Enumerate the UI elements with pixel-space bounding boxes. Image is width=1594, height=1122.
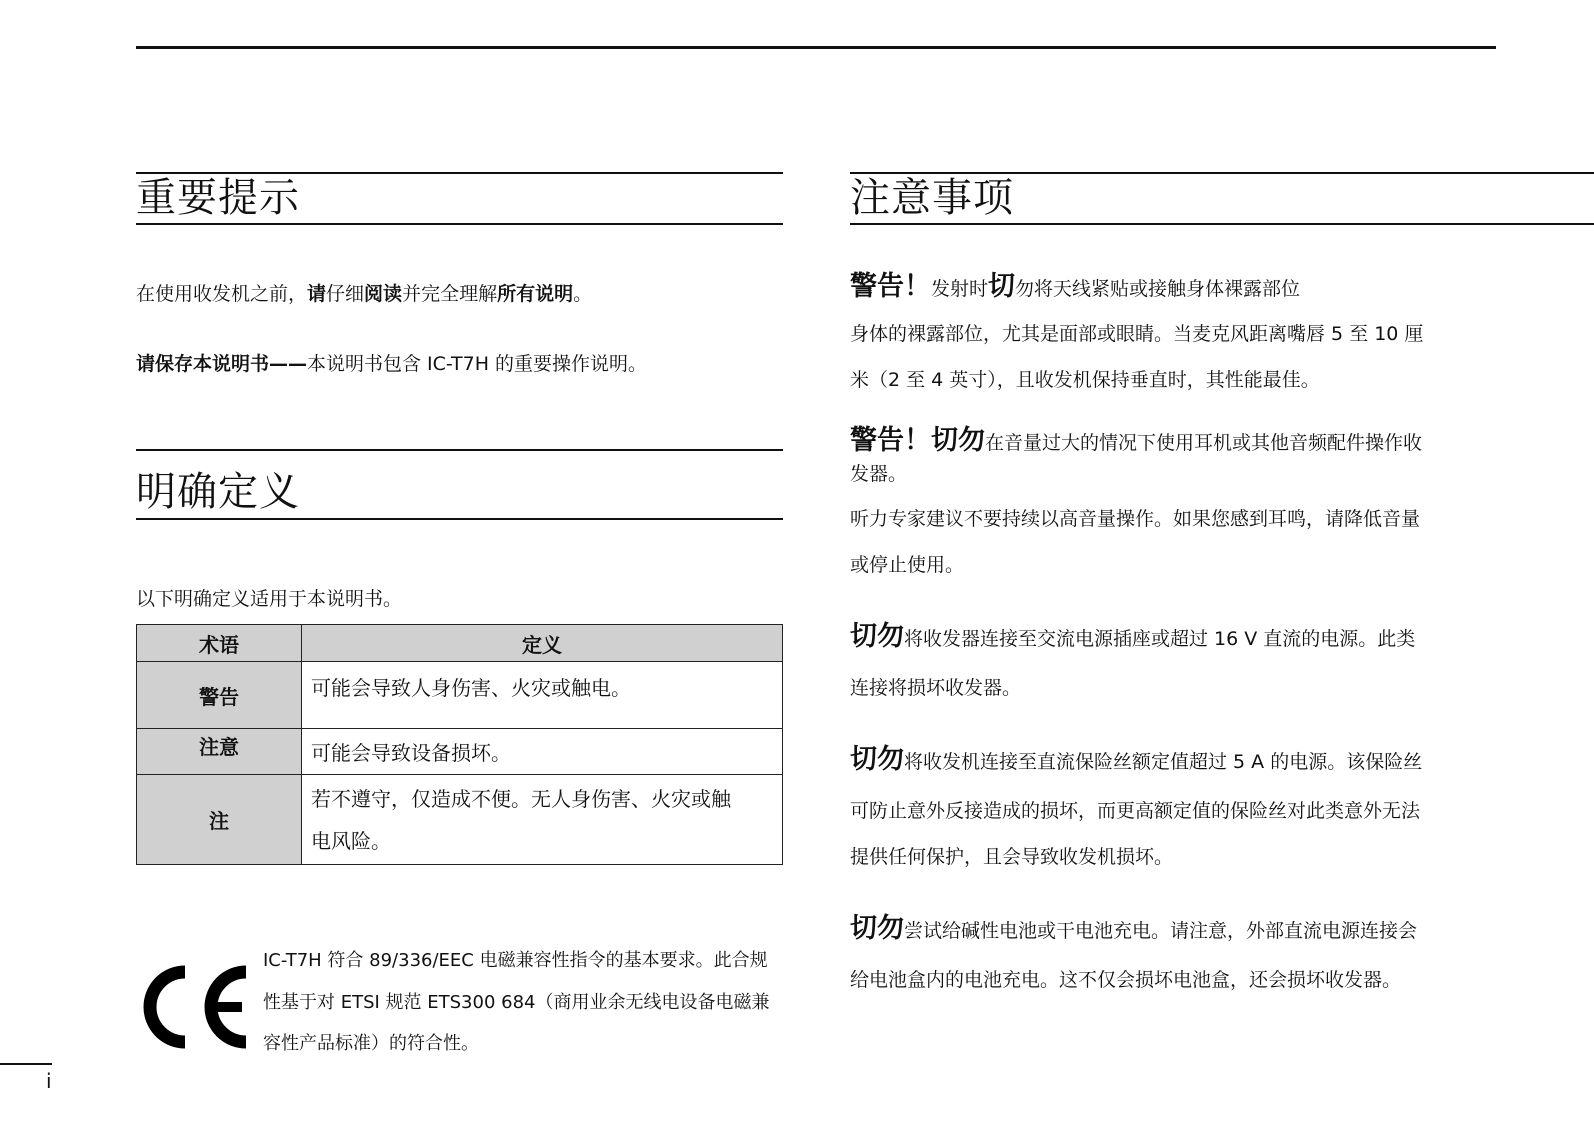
warning2-line1: 警告！切勿在音量过大的情况下使用耳机或其他音频配件操作收: [850, 425, 1423, 456]
definitions-intro: 以下明确定义适用于本说明书。: [136, 588, 403, 610]
term-cell: 注意: [137, 729, 302, 775]
section2-title: 明确定义: [136, 469, 300, 515]
caution1-line1: 切勿将收发器连接至交流电源插座或超过 16 V 直流的电源。此类: [850, 621, 1416, 652]
warning1-line3: 米（2 至 4 英寸），且收发机保持垂直时，其性能最佳。: [850, 369, 1320, 391]
section2-top-rule: [136, 449, 783, 451]
warning2-line2: 发器。: [850, 463, 908, 485]
top-rule: [136, 46, 1496, 49]
caution1-line2: 连接将损坏收发器。: [850, 677, 1022, 699]
warning2-line3: 听力专家建议不要持续以高音量操作。如果您感到耳鸣，请降低音量: [850, 508, 1421, 530]
table-row: [137, 729, 783, 775]
ce-text-line2: 性基于对 ETSI 规范 ETS300 684（商用业余无线电设备电磁兼: [263, 992, 770, 1013]
section2-bottom-rule: [136, 518, 783, 520]
caution2-line2: 可防止意外反接造成的损坏，而更高额定值的保险丝对此类意外无法: [850, 800, 1421, 822]
table-row: [137, 775, 783, 865]
caution3-line2: 给电池盒内的电池充电。这不仅会损坏电池盒，还会损坏收发器。: [850, 969, 1402, 991]
table-header-row: [137, 625, 783, 662]
definition-cell: 可能会导致人身伤害、火灾或触电。: [302, 662, 783, 729]
section1-bottom-rule: [136, 223, 783, 225]
page-number-rule: [0, 1063, 52, 1065]
definitions-table: [136, 624, 783, 865]
page-number: i: [46, 1069, 52, 1093]
warning1-line2: 身体的裸露部位，尤其是面部或眼睛。当麦克风距离嘴唇 5 至 10 厘: [850, 323, 1424, 345]
precautions-bottom-rule: [850, 223, 1594, 225]
warning2-line4: 或停止使用。: [850, 554, 965, 576]
ce-text-line3: 容性产品标准）的符合性。: [263, 1033, 479, 1054]
warning1-line1: 警告！发射时切勿将天线紧贴或接触身体裸露部位: [850, 271, 1301, 302]
section1-line2: 请保存本说明书——本说明书包含 IC-T7H 的重要操作说明。: [136, 353, 648, 375]
ce-text-line1: IC-T7H 符合 89/336/EEC 电磁兼容性指令的基本要求。此合规: [263, 950, 768, 971]
caution3-line1: 切勿尝试给碱性电池或干电池充电。请注意，外部直流电源连接会: [850, 913, 1418, 944]
definition-cell: 若不遵守，仅造成不便。无人身伤害、火灾或触 电风险。: [302, 775, 783, 865]
section1-line1: 在使用收发机之前，请仔细阅读并完全理解所有说明。: [136, 283, 593, 305]
term-cell: 注: [137, 775, 302, 865]
caution2-line1: 切勿将收发机连接至直流保险丝额定值超过 5 A 的电源。该保险丝: [850, 744, 1423, 775]
table-row: [137, 662, 783, 729]
definition-cell: 可能会导致设备损坏。: [302, 729, 783, 775]
col-def-header: 定义: [302, 625, 783, 662]
term-cell: 警告: [137, 662, 302, 729]
caution2-line3: 提供任何保护，且会导致收发机损坏。: [850, 846, 1174, 868]
precautions-title: 注意事项: [850, 175, 1014, 221]
col-term-header: 术语: [137, 625, 302, 662]
section1-title: 重要提示: [136, 175, 300, 221]
ce-mark-logo: [136, 964, 252, 1050]
